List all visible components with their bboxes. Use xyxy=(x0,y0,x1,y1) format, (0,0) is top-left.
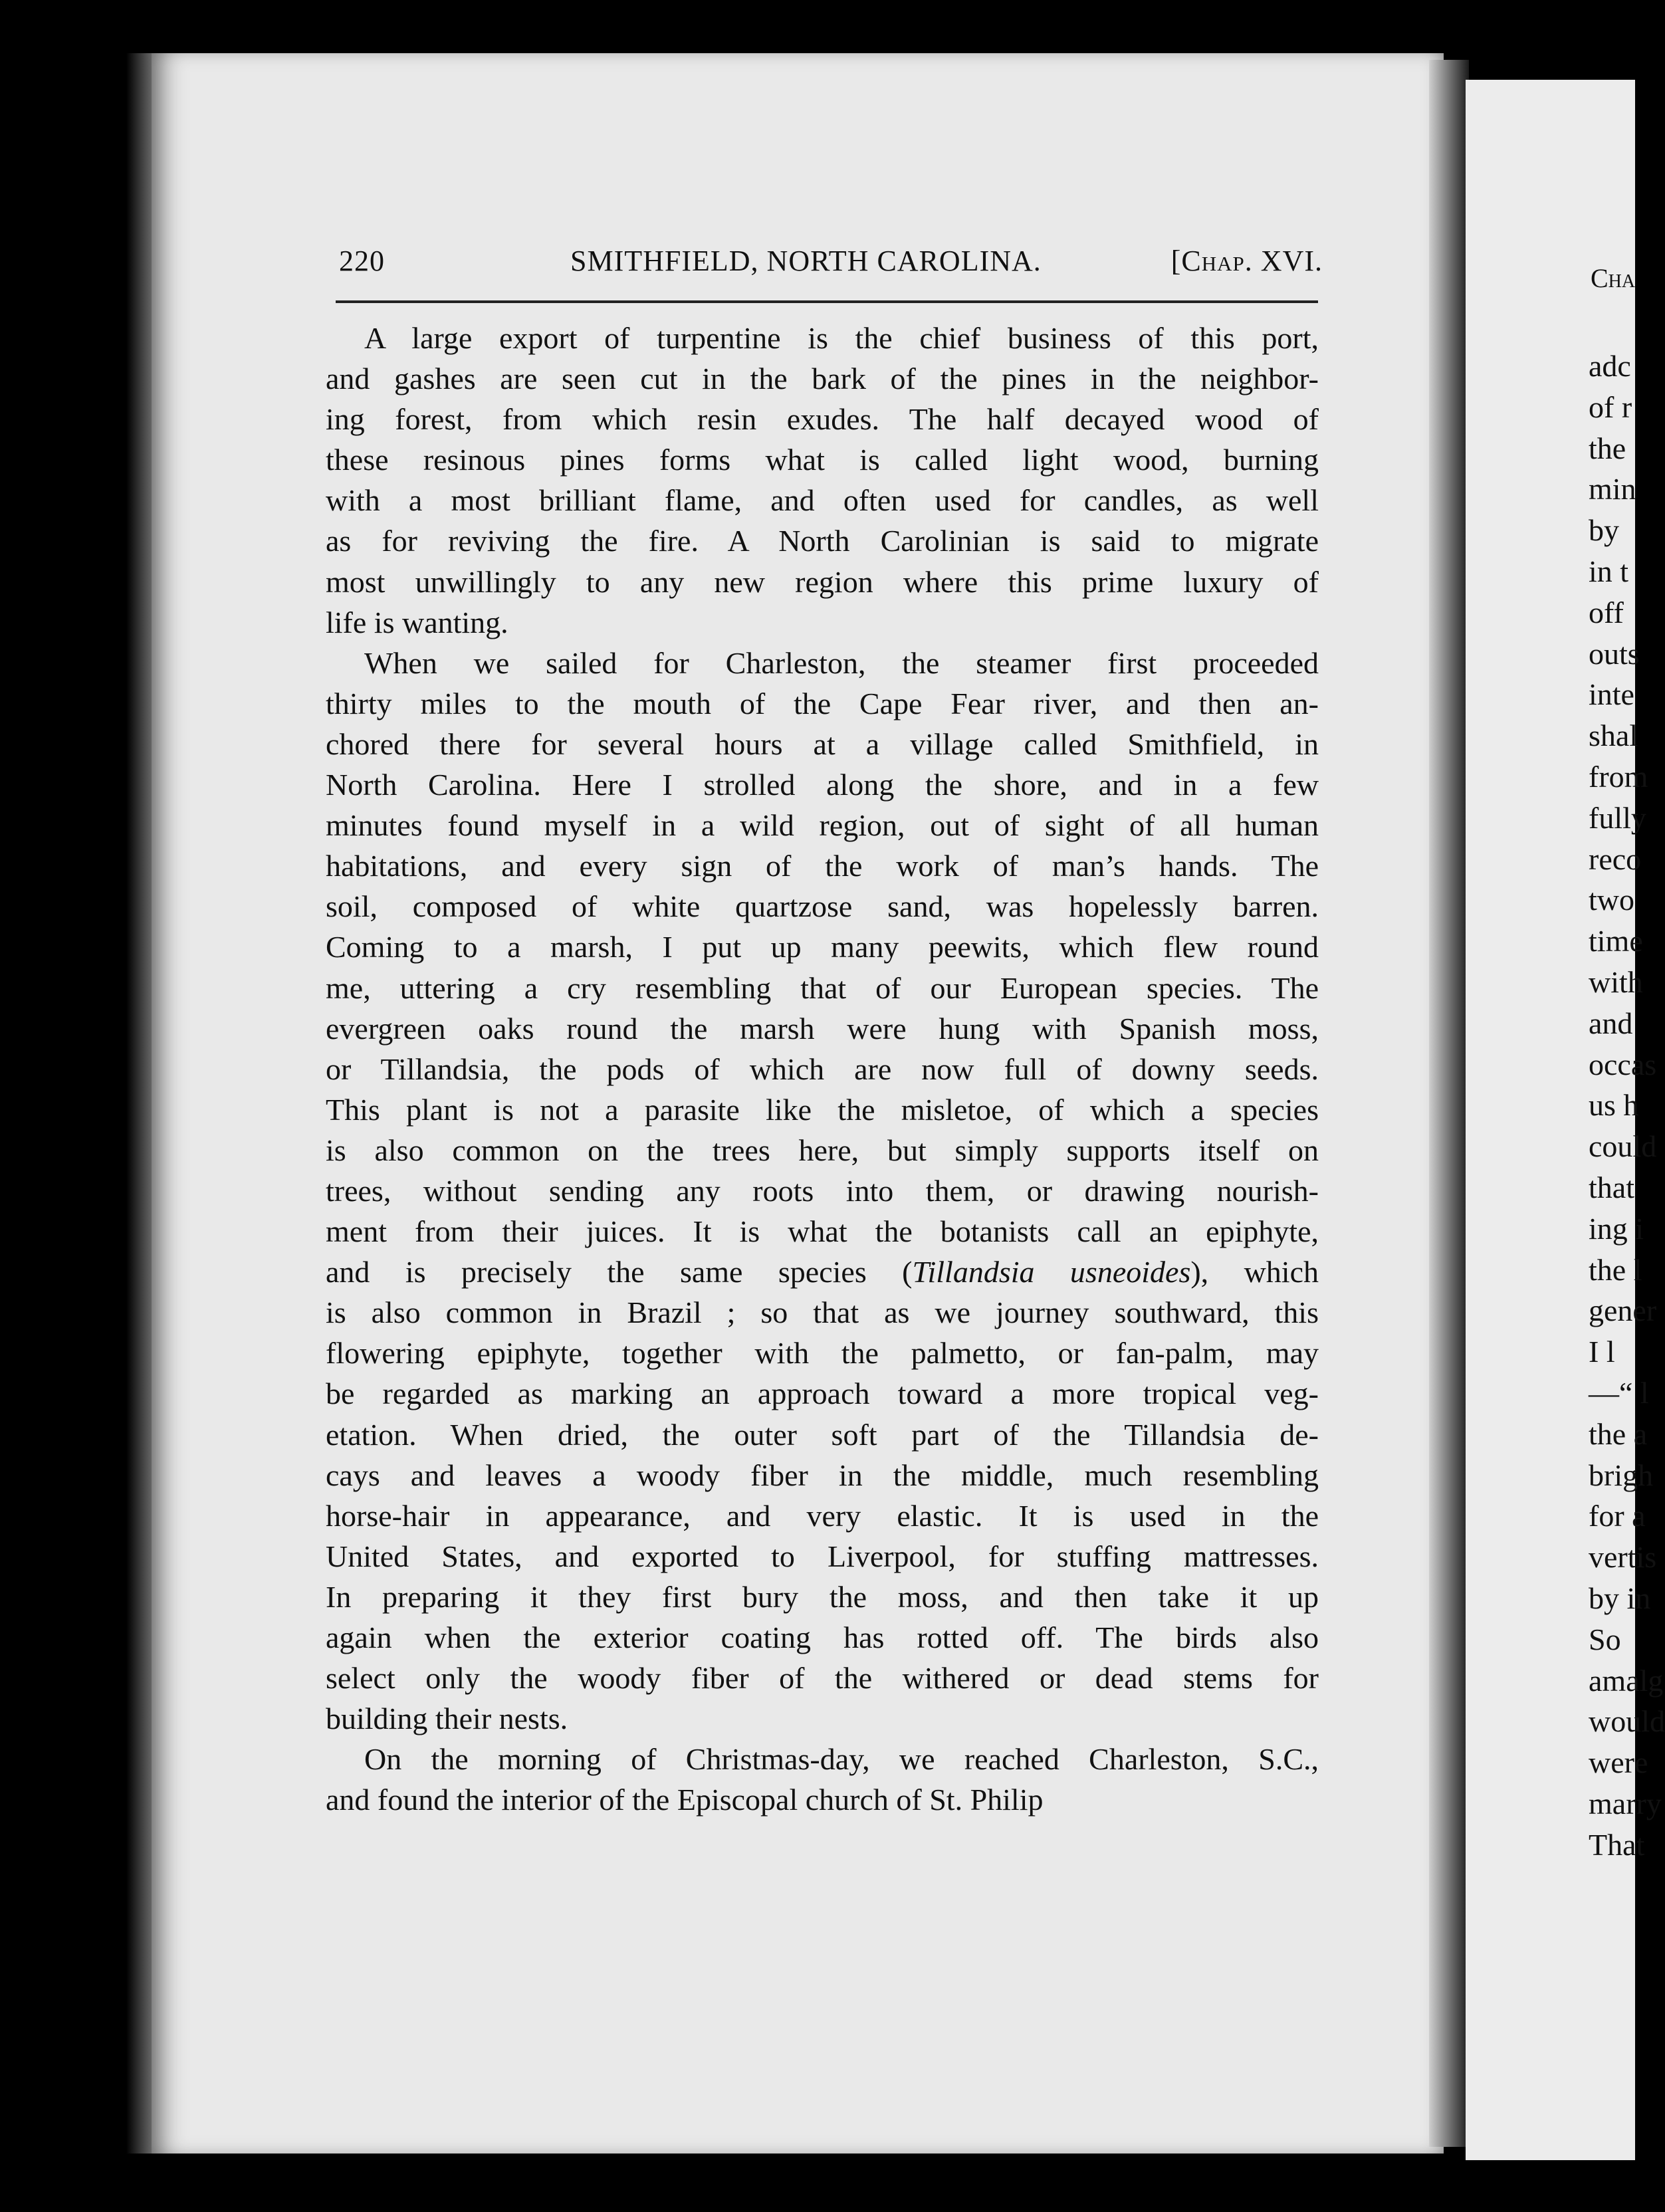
right-page-line: amalg xyxy=(1589,1663,1664,1698)
text-line: trees, without sending any roots into them, or drawing nourish- xyxy=(326,1173,1319,1208)
text-line: evergreen oaks round the marsh were hung with Spanish moss, xyxy=(326,1011,1319,1046)
book-gutter xyxy=(1429,60,1469,2147)
right-page-line: reco xyxy=(1589,841,1642,876)
right-page-line: two xyxy=(1589,883,1634,917)
right-page-line: fully xyxy=(1589,800,1646,835)
text-line: and found the interior of the Episcopal church of St. Philip xyxy=(326,1783,1044,1817)
right-page-line: the l xyxy=(1589,1252,1642,1287)
right-page-line: adc xyxy=(1589,349,1631,383)
text-line: me, uttering a cry resembling that of our European species. The xyxy=(326,970,1319,1005)
right-page-line: min xyxy=(1589,472,1636,506)
right-page-line: inte xyxy=(1589,677,1634,712)
text-line: most unwillingly to any new region where this prime luxury of xyxy=(326,564,1319,599)
text-line: and gashes are seen cut in the bark of the pines in the neighbor- xyxy=(326,362,1319,396)
text-line: and is precisely the same species (Tillandsia usneoides), which xyxy=(326,1255,1319,1289)
text-line: horse-hair in appearance, and very elastic. It is used in the xyxy=(326,1498,1319,1533)
text-line: cays and leaves a woody fiber in the middle, much resembling xyxy=(326,1458,1319,1492)
text-line: thirty miles to the mouth of the Cape Fear river, and then an- xyxy=(326,686,1319,720)
running-head xyxy=(339,238,1323,284)
text-line: again when the exterior coating has rotted off. The birds also xyxy=(326,1620,1319,1654)
text-line: In preparing it they first bury the moss, and then take it up xyxy=(326,1579,1319,1614)
right-page-line: gener xyxy=(1589,1293,1657,1328)
right-page-line: the a xyxy=(1589,1416,1648,1451)
right-page-line: the xyxy=(1589,431,1626,465)
paragraph xyxy=(326,1739,1319,1820)
right-page-line: of r xyxy=(1589,389,1632,424)
right-page-line: could xyxy=(1589,1129,1657,1164)
text-line: ment from their juices. It is what the botanists call an epiphyte, xyxy=(326,1214,1319,1249)
right-page-line: for a xyxy=(1589,1499,1646,1533)
right-page-line: that xyxy=(1589,1170,1634,1204)
paragraph xyxy=(326,643,1319,1739)
paragraph xyxy=(326,318,1319,643)
right-page-line: vertis xyxy=(1589,1540,1657,1575)
text-line: these resinous pines forms what is called light wood, burning xyxy=(326,443,1319,477)
text-line: North Carolina. Here I strolled along the shore, and in a few xyxy=(326,768,1319,802)
right-page-line: I l xyxy=(1589,1335,1615,1369)
right-page-line: us h xyxy=(1589,1088,1639,1123)
right-page-line: —“ l xyxy=(1589,1375,1649,1410)
right-page-line: time xyxy=(1589,924,1643,958)
right-page-line: by in xyxy=(1589,1581,1651,1615)
running-title: SMITHFIELD, NORTH CAROLINA. xyxy=(570,245,1042,277)
text-line: ing forest, from which resin exudes. The half decayed wood of xyxy=(326,402,1319,437)
text-line: flowering epiphyte, together with the palmetto, or fan-palm, may xyxy=(326,1336,1319,1371)
right-page-line: would xyxy=(1589,1704,1665,1739)
text-line: On the morning of Christmas-day, we reached Charleston, S.C., xyxy=(364,1742,1319,1777)
right-page-line: in t xyxy=(1589,554,1629,588)
right-page-line: with xyxy=(1589,964,1643,999)
text-line: This plant is not a parasite like the misletoe, of which a species xyxy=(326,1092,1319,1127)
body-text xyxy=(326,318,1319,1820)
text-line: or Tillandsia, the pods of which are now full of downy seeds. xyxy=(326,1051,1319,1086)
text-line: United States, and exported to Liverpool, for stuffing mattresses. xyxy=(326,1539,1319,1573)
right-page-line: and xyxy=(1589,1006,1633,1040)
text-line: habitations, and every sign of the work of man’s hands. The xyxy=(326,849,1319,883)
text-line: select only the woody fiber of the withered or dead stems for xyxy=(326,1661,1319,1696)
right-page-line: brigh xyxy=(1589,1458,1654,1492)
page-number: 220 xyxy=(339,245,385,277)
right-page-line: by xyxy=(1589,513,1619,548)
right-page-line: So xyxy=(1589,1622,1621,1656)
right-page-line: off xyxy=(1589,595,1624,629)
right-page-running-head: Cha xyxy=(1591,263,1636,293)
text-line: soil, composed of white quartzose sand, was hopelessly barren. xyxy=(326,889,1319,924)
right-page-text xyxy=(1589,346,1665,1865)
text-line: is also common on the trees here, but simply supports itself on xyxy=(326,1133,1319,1167)
chapter-label: [Chap. XVI. xyxy=(1170,245,1323,277)
text-line: chored there for several hours at a village called Smithfield, in xyxy=(326,726,1319,761)
text-line: minutes found myself in a wild region, out of sight of all human xyxy=(326,808,1319,843)
text-line: be regarded as marking an approach toward a more tropical veg- xyxy=(326,1377,1319,1411)
text-line: with a most brilliant flame, and often used for candles, as well xyxy=(326,483,1319,518)
right-page-line: outs xyxy=(1589,636,1640,671)
text-line: as for reviving the fire. A North Carolinian is said to migrate xyxy=(326,524,1319,558)
right-page-line: were xyxy=(1589,1745,1648,1780)
right-page-line: shal xyxy=(1589,719,1638,753)
text-line: When we sailed for Charleston, the steamer first proceeded xyxy=(364,645,1319,680)
text-line: building their nests. xyxy=(326,1702,568,1736)
text-line: life is wanting. xyxy=(326,605,508,639)
text-line: is also common in Brazil ; so that as we journey southward, this xyxy=(326,1295,1319,1330)
text-line: Coming to a marsh, I put up many peewits, which flew round xyxy=(326,930,1319,964)
right-page-line: ing i xyxy=(1589,1211,1644,1246)
right-page-line: occas xyxy=(1589,1047,1657,1081)
right-page-line: marry xyxy=(1589,1786,1662,1821)
text-line: etation. When dried, the outer soft part of the Tillandsia de- xyxy=(326,1417,1319,1452)
book-left-edge xyxy=(126,53,153,2154)
right-page-line: from xyxy=(1589,759,1648,794)
header-rule xyxy=(336,300,1318,303)
right-page-line: That xyxy=(1589,1827,1645,1862)
text-line: A large export of turpentine is the chief business of this port, xyxy=(364,321,1319,355)
